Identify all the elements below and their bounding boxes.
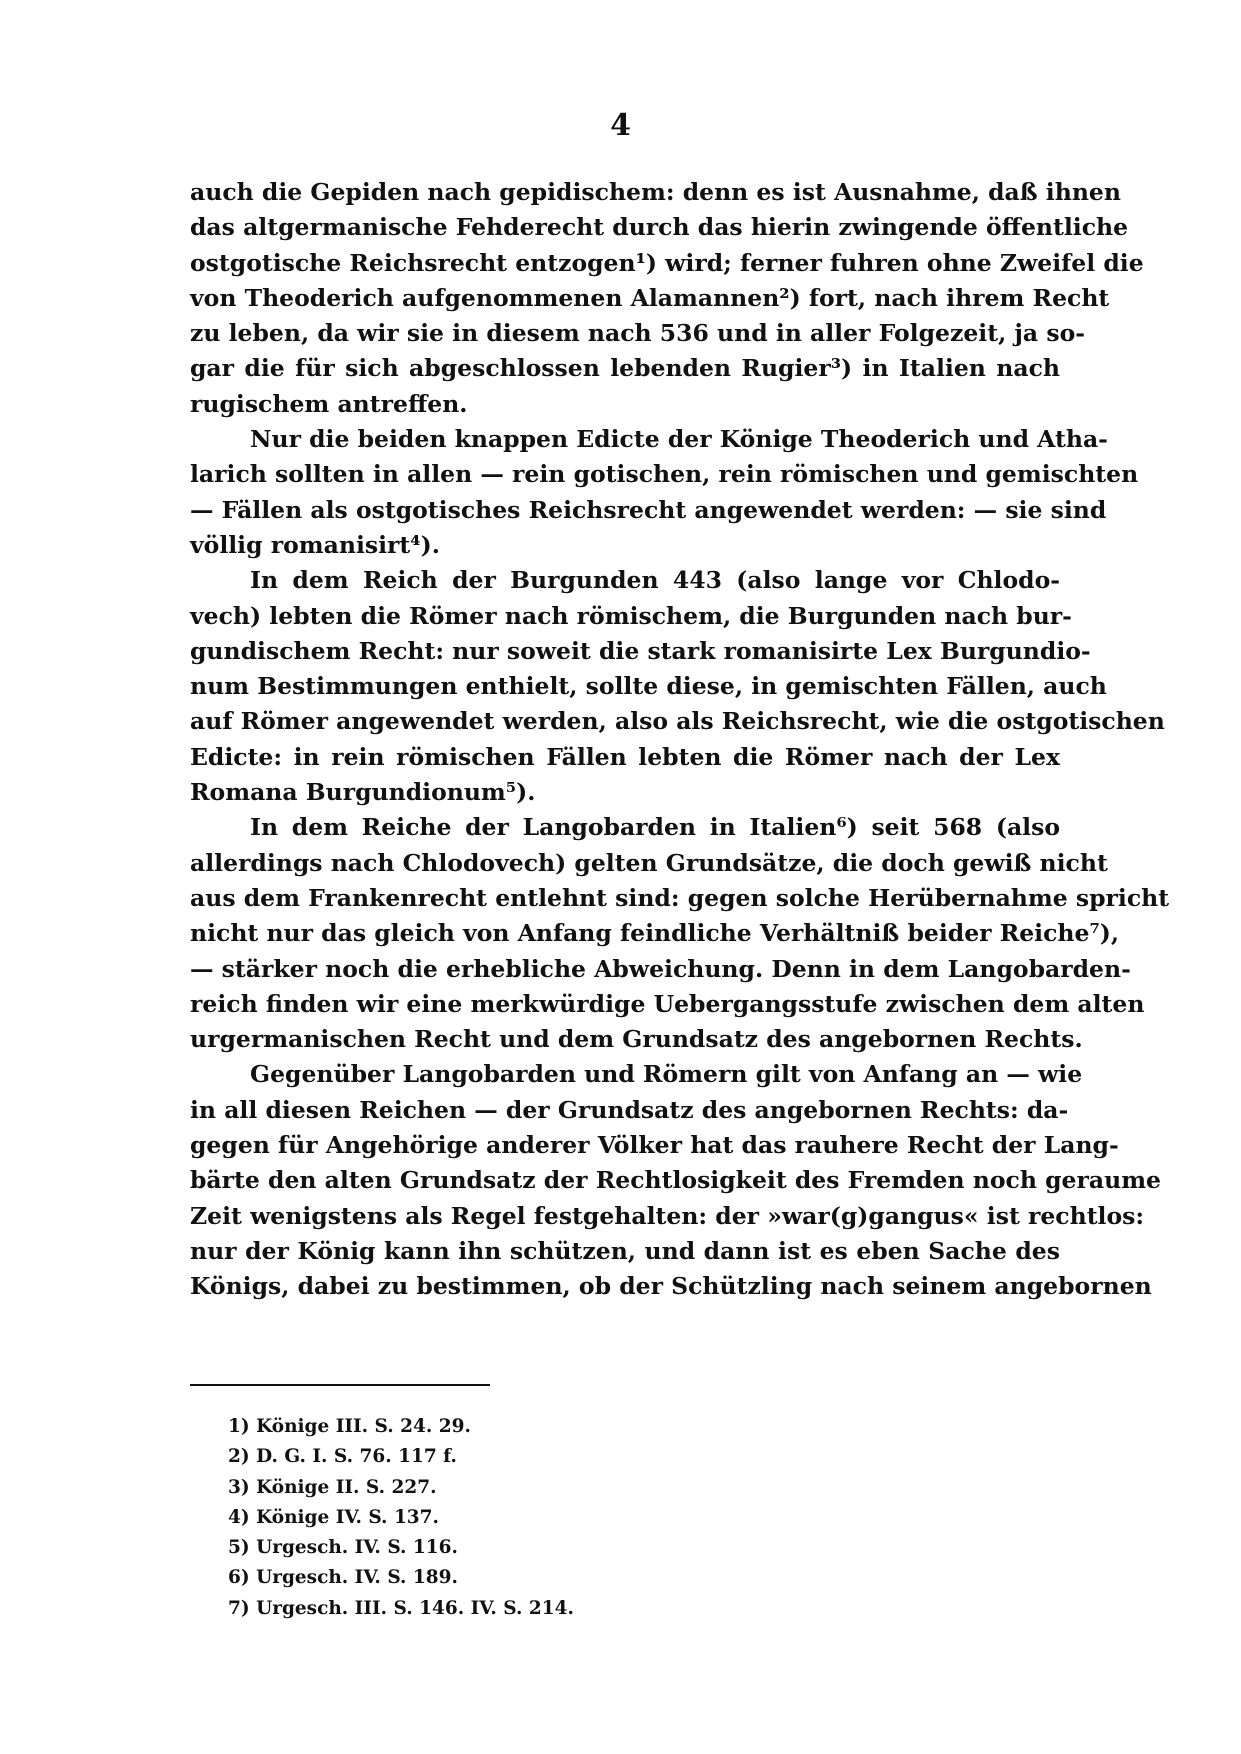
body-text — [190, 175, 1170, 1305]
text-line: gar die für sich abgeschlossen lebenden Rugier³) in Italien nach — [190, 354, 1060, 383]
text-line: vech) lebten die Römer nach römischem, die Burgunden nach bur- — [190, 601, 1072, 630]
text-line: rugischem antreffen. — [190, 389, 468, 418]
paragraph — [190, 1057, 1162, 1304]
text-line: allerdings nach Chlodovech) gelten Grundsätze, die doch gewiß nicht — [190, 848, 1108, 877]
footnote: 7) Urgesch. III. S. 146. IV. S. 214. — [228, 1597, 574, 1619]
paragraph — [190, 422, 1139, 563]
text-line: Edicte: in rein römischen Fällen lebten die Römer nach der Lex — [190, 742, 1060, 771]
text-line: In dem Reich der Burgunden 443 (also lange vor Chlodo- — [250, 566, 1060, 595]
text-line: urgermanischen Recht und dem Grundsatz des angebornen Rechts. — [190, 1025, 1083, 1054]
page-number: 4 — [610, 108, 631, 143]
text-line: Nur die beiden knappen Edicte der Könige Theoderich und Atha- — [250, 425, 1108, 454]
text-line: gundischem Recht: nur soweit die stark romanisirte Lex Burgundio- — [190, 636, 1091, 665]
text-line: ostgotische Reichsrecht entzogen¹) wird; ferner fuhren ohne Zweifel die — [190, 248, 1144, 277]
footnote: 2) D. G. I. S. 76. 117 f. — [228, 1446, 457, 1468]
text-line: larich sollten in allen — rein gotischen, rein römischen und gemischten — [190, 460, 1139, 489]
footnote: 3) Könige II. S. 227. — [228, 1476, 437, 1498]
text-line: — stärker noch die erhebliche Abweichung. Denn in dem Langobarden- — [190, 954, 1131, 983]
text-line: num Bestimmungen enthielt, sollte diese, in gemischten Fällen, auch — [190, 672, 1107, 701]
text-line: aus dem Frankenrecht entlehnt sind: gegen solche Herübernahme spricht — [190, 883, 1170, 912]
text-line: auf Römer angewendet werden, also als Reichsrecht, wie die ostgotischen — [190, 707, 1165, 736]
text-line: Königs, dabei zu bestimmen, ob der Schützling nach seinem angebornen — [190, 1272, 1152, 1301]
text-line: In dem Reiche der Langobarden in Italien⁶) seit 568 (also — [250, 813, 1060, 842]
text-line: das altgermanische Fehderecht durch das hierin zwingende öffentliche — [190, 213, 1129, 242]
text-line: in all diesen Reichen — der Grundsatz des angebornen Rechts: da- — [190, 1095, 1069, 1124]
text-line: Zeit wenigstens als Regel festgehalten: der »war(g)gangus« ist rechtlos: — [190, 1201, 1145, 1230]
paragraph — [190, 175, 1144, 422]
footnote-divider — [190, 1384, 490, 1386]
footnote: 1) Könige III. S. 24. 29. — [228, 1416, 471, 1437]
text-line: Gegenüber Langobarden und Römern gilt von Anfang an — wie — [250, 1060, 1083, 1089]
text-line: von Theoderich aufgenommenen Alamannen²) fort, nach ihrem Recht — [190, 283, 1110, 312]
text-line: nur der König kann ihn schützen, und dann ist es eben Sache des — [190, 1236, 1060, 1265]
text-line: — Fällen als ostgotisches Reichsrecht angewendet werden: — sie sind — [190, 495, 1107, 524]
text-line: nicht nur das gleich von Anfang feindliche Verhältniß beider Reiche⁷), — [190, 919, 1120, 948]
text-line: gegen für Angehörige anderer Völker hat das rauhere Recht der Lang- — [190, 1131, 1119, 1160]
text-line: zu leben, da wir sie in diesem nach 536 und in aller Folgezeit, ja so- — [190, 319, 1085, 348]
text-line: reich finden wir eine merkwürdige Uebergangsstufe zwischen dem alten — [190, 989, 1145, 1018]
footnote: 6) Urgesch. IV. S. 189. — [228, 1567, 458, 1589]
paragraph — [190, 563, 1165, 810]
text-line: auch die Gepiden nach gepidischem: denn es ist Ausnahme, daß ihnen — [190, 178, 1121, 206]
footnote: 5) Urgesch. IV. S. 116. — [228, 1537, 458, 1559]
paragraph — [190, 810, 1170, 1057]
footnote: 4) Könige IV. S. 137. — [228, 1506, 439, 1528]
text-line: Romana Burgundionum⁵). — [190, 778, 536, 807]
text-line: bärte den alten Grundsatz der Rechtlosigkeit des Fremden noch geraume — [190, 1166, 1162, 1195]
text-line: völlig romanisirt⁴). — [190, 530, 440, 559]
footnotes — [228, 1412, 928, 1624]
